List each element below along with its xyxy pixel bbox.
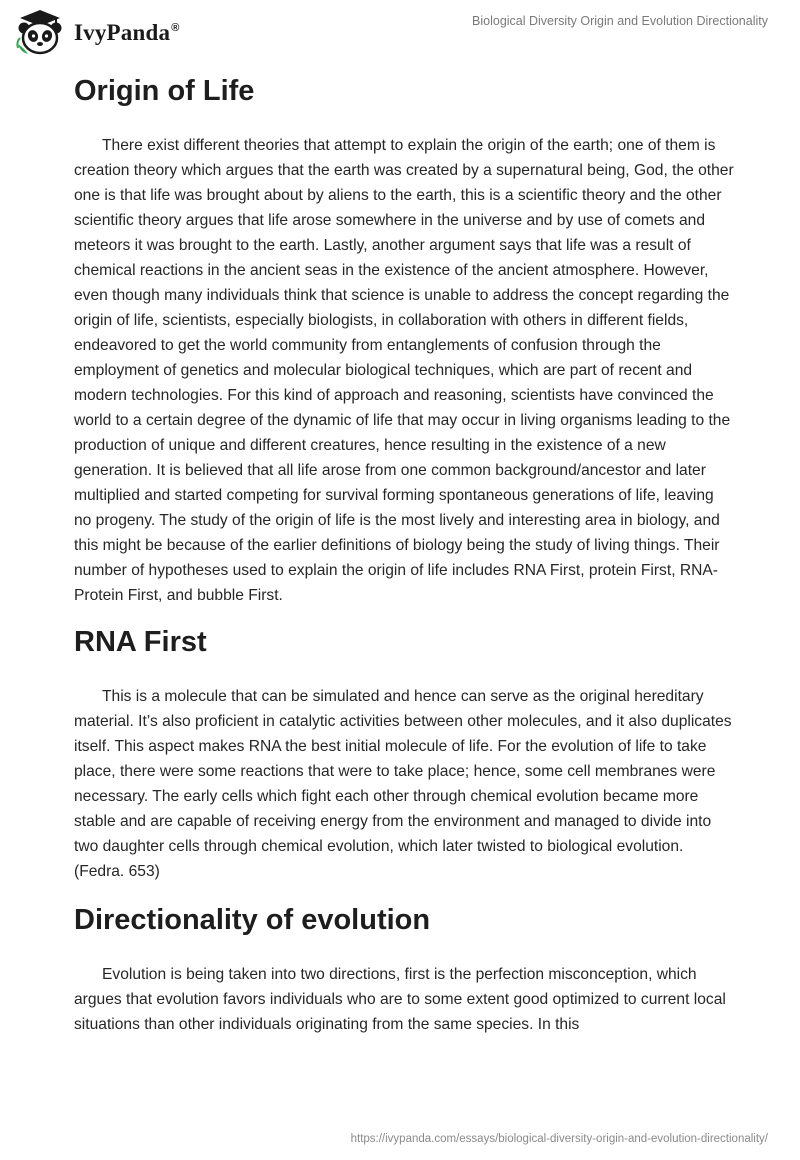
brand-name: IvyPanda® [74,20,180,45]
page-header [0,0,800,64]
article-content [74,70,734,1037]
section-paragraph-directionality: Evolution is being taken into two directions, first is the perfection misconception, which argues that evolution favors individuals who are to some extent good optimized to current local situations than other individuals originating from the same species. In this [74,966,726,1033]
section-heading-directionality: Directionality of evolution [74,904,431,936]
section-paragraph-rna-first: This is a molecule that can be simulated and hence can serve as the original hereditary material. It’s also proficient in catalytic activities between other molecules, and it also duplicates itself. This aspect makes RNA the best initial molecule of life. For the evolution of life to take place, there were some reactions that were to take place; hence, some cell membranes were necessary. The early cells which fight each other through chemical evolution became more stable and are capable of receiving energy from the environment and managed to divide into two daughter cells through chemical evolution, which later twisted to biological evolution. (Fedra. 653) [74,688,732,880]
document-title: Biological Diversity Origin and Evolution Directionality [472,14,768,28]
section-heading-origin-of-life: Origin of Life [74,75,255,107]
ivypanda-logo[interactable] [14,8,180,58]
section-paragraph-origin-of-life: There exist different theories that attempt to explain the origin of the earth; one of them is creation theory which argues that the earth was created by a supernatural being, God, the other one is that life was brought about by aliens to the earth, this is a scientific theory and the other scientific theory argues that life arose somewhere in the universe and by use of comets and meteors it was brought to the earth. Lastly, another argument says that life was a result of chemical reactions in the ancient seas in the existence of the ancient atmosphere. However, even though many individuals think that science is unable to address the concept regarding the origin of life, scientists, especially biologists, in collaboration with others in different fields, endeavored to get the world community from entanglements of confusion through the employment of genetics and molecular biological techniques, which are part of recent and modern technologies. For this kind of approach and reasoning, scientists have convinced the world to a certain degree of the dynamic of life that may occur in living organisms leading to the production of unique and different creatures, hence resulting in the existence of a new generation. It is believed that all life arose from one common background/ancestor and later multiplied and started competing for survival forming spontaneous generations of life, leaving no progeny. The study of the origin of life is the most lively and interesting area in biology, and this might be because of the earlier definitions of biology being the study of living things. Their number of hypotheses used to explain the origin of life includes RNA First, protein First, RNA-Protein First, and bubble First. [74,137,734,604]
panda-icon [14,8,68,58]
footer-source-url[interactable]: https://ivypanda.com/essays/biological-diversity-origin-and-evolution-directionality/ [350,1133,768,1145]
section-heading-rna-first: RNA First [74,626,207,658]
